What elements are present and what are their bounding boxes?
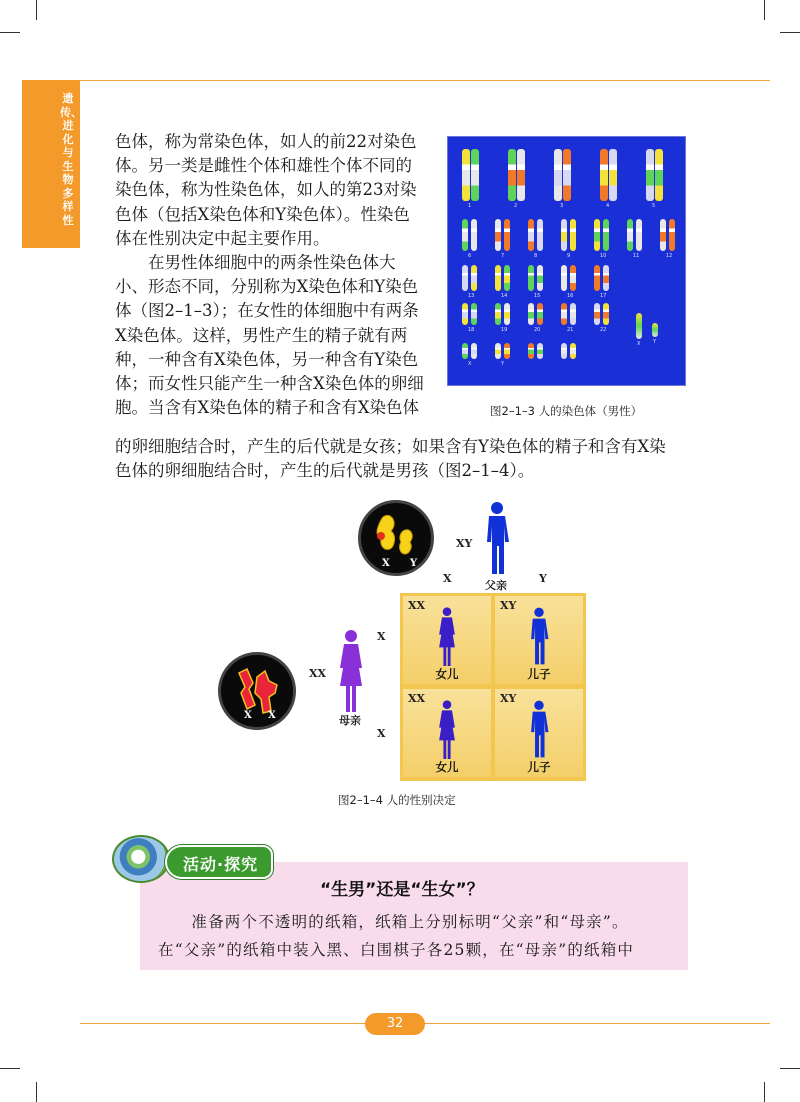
text-line: 在男性体细胞中的两条性染色体大 bbox=[115, 253, 396, 273]
activity-badge-label: 活动·探究 bbox=[183, 855, 259, 874]
page-number: 32 bbox=[365, 1013, 425, 1035]
xx-chromosome-icon bbox=[221, 655, 293, 727]
chromosome bbox=[594, 303, 600, 325]
chromosome bbox=[508, 149, 516, 201]
text-line: 染色体，称为性染色体，如人的第23对染 bbox=[115, 180, 417, 200]
text-line: 体在性别决定中起主要作用。 bbox=[115, 228, 330, 248]
chapter-side-tab-text: 遗传、进化与生物多样性 bbox=[60, 92, 82, 227]
crop-mark bbox=[0, 32, 20, 33]
crop-mark bbox=[780, 32, 800, 33]
chromosome bbox=[537, 219, 543, 251]
offspring-cell bbox=[495, 689, 583, 777]
chromosome bbox=[504, 343, 510, 359]
eye-globe-icon bbox=[112, 835, 170, 883]
father-circle-x: X bbox=[382, 558, 390, 569]
activity-text bbox=[158, 908, 634, 964]
chromosome bbox=[495, 343, 501, 359]
text-line: 准备两个不透明的纸箱，纸箱上分别标明“父亲”和“母亲”。 bbox=[158, 913, 629, 931]
chromosome bbox=[603, 219, 609, 251]
cell-label: 儿子 bbox=[527, 760, 551, 774]
chromosome-number: Y bbox=[501, 361, 505, 367]
chromosome bbox=[462, 265, 468, 291]
chromosome-number: 4 bbox=[606, 203, 610, 209]
chromosome bbox=[561, 265, 567, 291]
chromosome-number: 5 bbox=[652, 203, 656, 209]
chromosome bbox=[600, 149, 608, 201]
offspring-cell bbox=[403, 596, 491, 684]
cell-genotype: XX bbox=[408, 599, 426, 612]
chromosome bbox=[528, 343, 534, 359]
chromosome bbox=[471, 303, 477, 325]
chromosome-number: 14 bbox=[501, 293, 508, 299]
father-circle-y: Y bbox=[410, 558, 418, 569]
chromosome bbox=[517, 149, 525, 201]
chromosome bbox=[528, 265, 534, 291]
mother-gamete-x2: X bbox=[377, 727, 386, 740]
chromosome-number: 10 bbox=[600, 253, 607, 259]
chromosome bbox=[570, 265, 576, 291]
chromosome bbox=[669, 219, 675, 251]
chromosome bbox=[462, 343, 468, 359]
activity-badge bbox=[165, 845, 273, 879]
offspring-punnett-grid bbox=[400, 593, 586, 781]
xy-chromosome-icon bbox=[361, 503, 431, 573]
activity-title: “生男”还是“生女”？ bbox=[320, 880, 484, 900]
chromosome bbox=[627, 219, 633, 251]
father-chromosome-circle bbox=[358, 500, 434, 576]
text-line: 色体，称为常染色体，如人的前22对染色 bbox=[115, 132, 417, 151]
chromosome-number: 2 bbox=[514, 203, 518, 209]
offspring-cell bbox=[403, 689, 491, 777]
chromosome-number: 20 bbox=[534, 327, 541, 333]
mother-circle-x1: X bbox=[244, 710, 252, 721]
chromosome bbox=[570, 343, 576, 359]
chromosome bbox=[570, 303, 576, 325]
mother-label: 母亲 bbox=[339, 714, 361, 727]
chromosome bbox=[462, 219, 468, 251]
chromosome bbox=[528, 303, 534, 325]
chromosome bbox=[504, 303, 510, 325]
chromosome bbox=[504, 265, 510, 291]
chromosome-number: 21 bbox=[567, 327, 574, 333]
chromosome bbox=[495, 219, 501, 251]
chromosome bbox=[554, 149, 562, 201]
father-gamete-y: Y bbox=[539, 572, 547, 585]
text-line: X染色体。这样，男性产生的精子就有两 bbox=[115, 325, 408, 345]
chromosome-number: 9 bbox=[567, 253, 571, 259]
chromosome bbox=[570, 219, 576, 251]
footer-rule bbox=[80, 1023, 770, 1024]
chromosome-number: 18 bbox=[468, 327, 475, 333]
chromosome bbox=[537, 343, 543, 359]
mother-chromosome-circle bbox=[218, 652, 296, 730]
chromosome bbox=[660, 219, 666, 251]
chromosome-number: 16 bbox=[567, 293, 574, 299]
chromosome bbox=[495, 265, 501, 291]
chromosome-number: 13 bbox=[468, 293, 475, 299]
chromosome bbox=[561, 219, 567, 251]
chromosome bbox=[609, 149, 617, 201]
chromosome-number: 17 bbox=[600, 293, 607, 299]
text-line: 的卵细胞结合时，产生的后代就是女孩；如果含有Y染色体的精子和含有X染 bbox=[115, 437, 666, 456]
mother-circle-x2: X bbox=[268, 710, 276, 721]
chromosome bbox=[528, 219, 534, 251]
text-line: 体；而女性只能产生一种含X染色体的卵细 bbox=[115, 374, 424, 394]
chromosome-number: 1 bbox=[468, 203, 472, 209]
header-rule bbox=[80, 80, 770, 81]
chromosome-number: 15 bbox=[534, 293, 541, 299]
father-figure-icon bbox=[482, 500, 512, 576]
chromosome bbox=[646, 149, 654, 201]
text-line: 在“父亲”的纸箱中装入黑、白围棋子各25颗，在“母亲”的纸箱中 bbox=[158, 941, 635, 959]
cell-genotype: XY bbox=[500, 599, 517, 612]
karyotype-image bbox=[447, 136, 686, 386]
text-line: 小、形态不同，分别称为X染色体和Y染色 bbox=[115, 277, 419, 297]
chromosome bbox=[561, 303, 567, 325]
mother-gamete-x1: X bbox=[377, 630, 386, 643]
chromosome-number: 11 bbox=[633, 253, 640, 259]
text-line: 胞。当含有X染色体的精子和含有X染色体 bbox=[115, 398, 419, 418]
chromosome bbox=[594, 265, 600, 291]
mother-genotype: XX bbox=[309, 667, 327, 680]
chromosome bbox=[652, 323, 658, 337]
crop-mark bbox=[36, 1082, 37, 1102]
text-line: 种，一种含有X染色体，另一种含有Y染色 bbox=[115, 349, 419, 369]
chromosome bbox=[471, 219, 477, 251]
body-paragraph-top bbox=[115, 130, 445, 420]
chromosome-number: X bbox=[637, 341, 641, 347]
crop-mark bbox=[0, 1068, 20, 1069]
cell-label: 女儿 bbox=[435, 667, 459, 681]
crop-mark bbox=[764, 0, 765, 20]
body-paragraph-bottom bbox=[115, 435, 695, 483]
cell-genotype: XY bbox=[500, 692, 517, 705]
father-label: 父亲 bbox=[485, 579, 507, 592]
daughter-figure-icon bbox=[435, 699, 459, 759]
chromosome bbox=[471, 265, 477, 291]
daughter-figure-icon bbox=[435, 606, 459, 666]
crop-mark bbox=[764, 1082, 765, 1102]
chromosome-number: 6 bbox=[468, 253, 472, 259]
chromosome bbox=[636, 219, 642, 251]
father-gamete-x: X bbox=[443, 572, 452, 585]
crop-mark bbox=[36, 0, 37, 20]
chromosome bbox=[594, 219, 600, 251]
chromosome bbox=[462, 149, 470, 201]
chromosome bbox=[636, 313, 642, 339]
chromosome bbox=[471, 149, 479, 201]
figure-caption-2-1-4: 图2–1–4 人的性别决定 bbox=[338, 793, 456, 807]
son-figure-icon bbox=[527, 606, 551, 666]
chromosome bbox=[471, 343, 477, 359]
chromosome bbox=[504, 219, 510, 251]
chromosome bbox=[603, 303, 609, 325]
chromosome-number: 22 bbox=[600, 327, 607, 333]
cell-label: 女儿 bbox=[435, 760, 459, 774]
crop-mark bbox=[780, 1068, 800, 1069]
text-line: 色体的卵细胞结合时，产生的后代就是男孩（图2–1–4）。 bbox=[115, 461, 535, 481]
chromosome-number: 12 bbox=[666, 253, 673, 259]
chromosome-number: 7 bbox=[501, 253, 505, 259]
chromosome bbox=[563, 149, 571, 201]
chromosome-number: 3 bbox=[560, 203, 564, 209]
father-genotype: XY bbox=[456, 537, 473, 550]
chromosome bbox=[655, 149, 663, 201]
chromosome-number: 19 bbox=[501, 327, 508, 333]
cell-genotype: XX bbox=[408, 692, 426, 705]
text-line: 体（图2–1–3）；在女性的体细胞中有两条 bbox=[115, 301, 419, 321]
chromosome bbox=[462, 303, 468, 325]
chromosome-number: X bbox=[468, 361, 472, 367]
figure-caption-2-1-3: 图2–1–3 人的染色体（男性） bbox=[490, 404, 643, 418]
mother-figure-icon bbox=[336, 628, 366, 712]
son-figure-icon bbox=[527, 699, 551, 759]
chromosome bbox=[561, 343, 567, 359]
chromosome bbox=[537, 265, 543, 291]
offspring-cell bbox=[495, 596, 583, 684]
text-line: 色体（包括X染色体和Y染色体）。性染色 bbox=[115, 204, 410, 224]
chromosome-number: 8 bbox=[534, 253, 538, 259]
cell-label: 儿子 bbox=[527, 667, 551, 681]
text-line: 体。另一类是雌性个体和雄性个体不同的 bbox=[115, 156, 412, 176]
chromosome bbox=[603, 265, 609, 291]
chromosome bbox=[495, 303, 501, 325]
chromosome-number: Y bbox=[653, 339, 657, 345]
chromosome bbox=[537, 303, 543, 325]
